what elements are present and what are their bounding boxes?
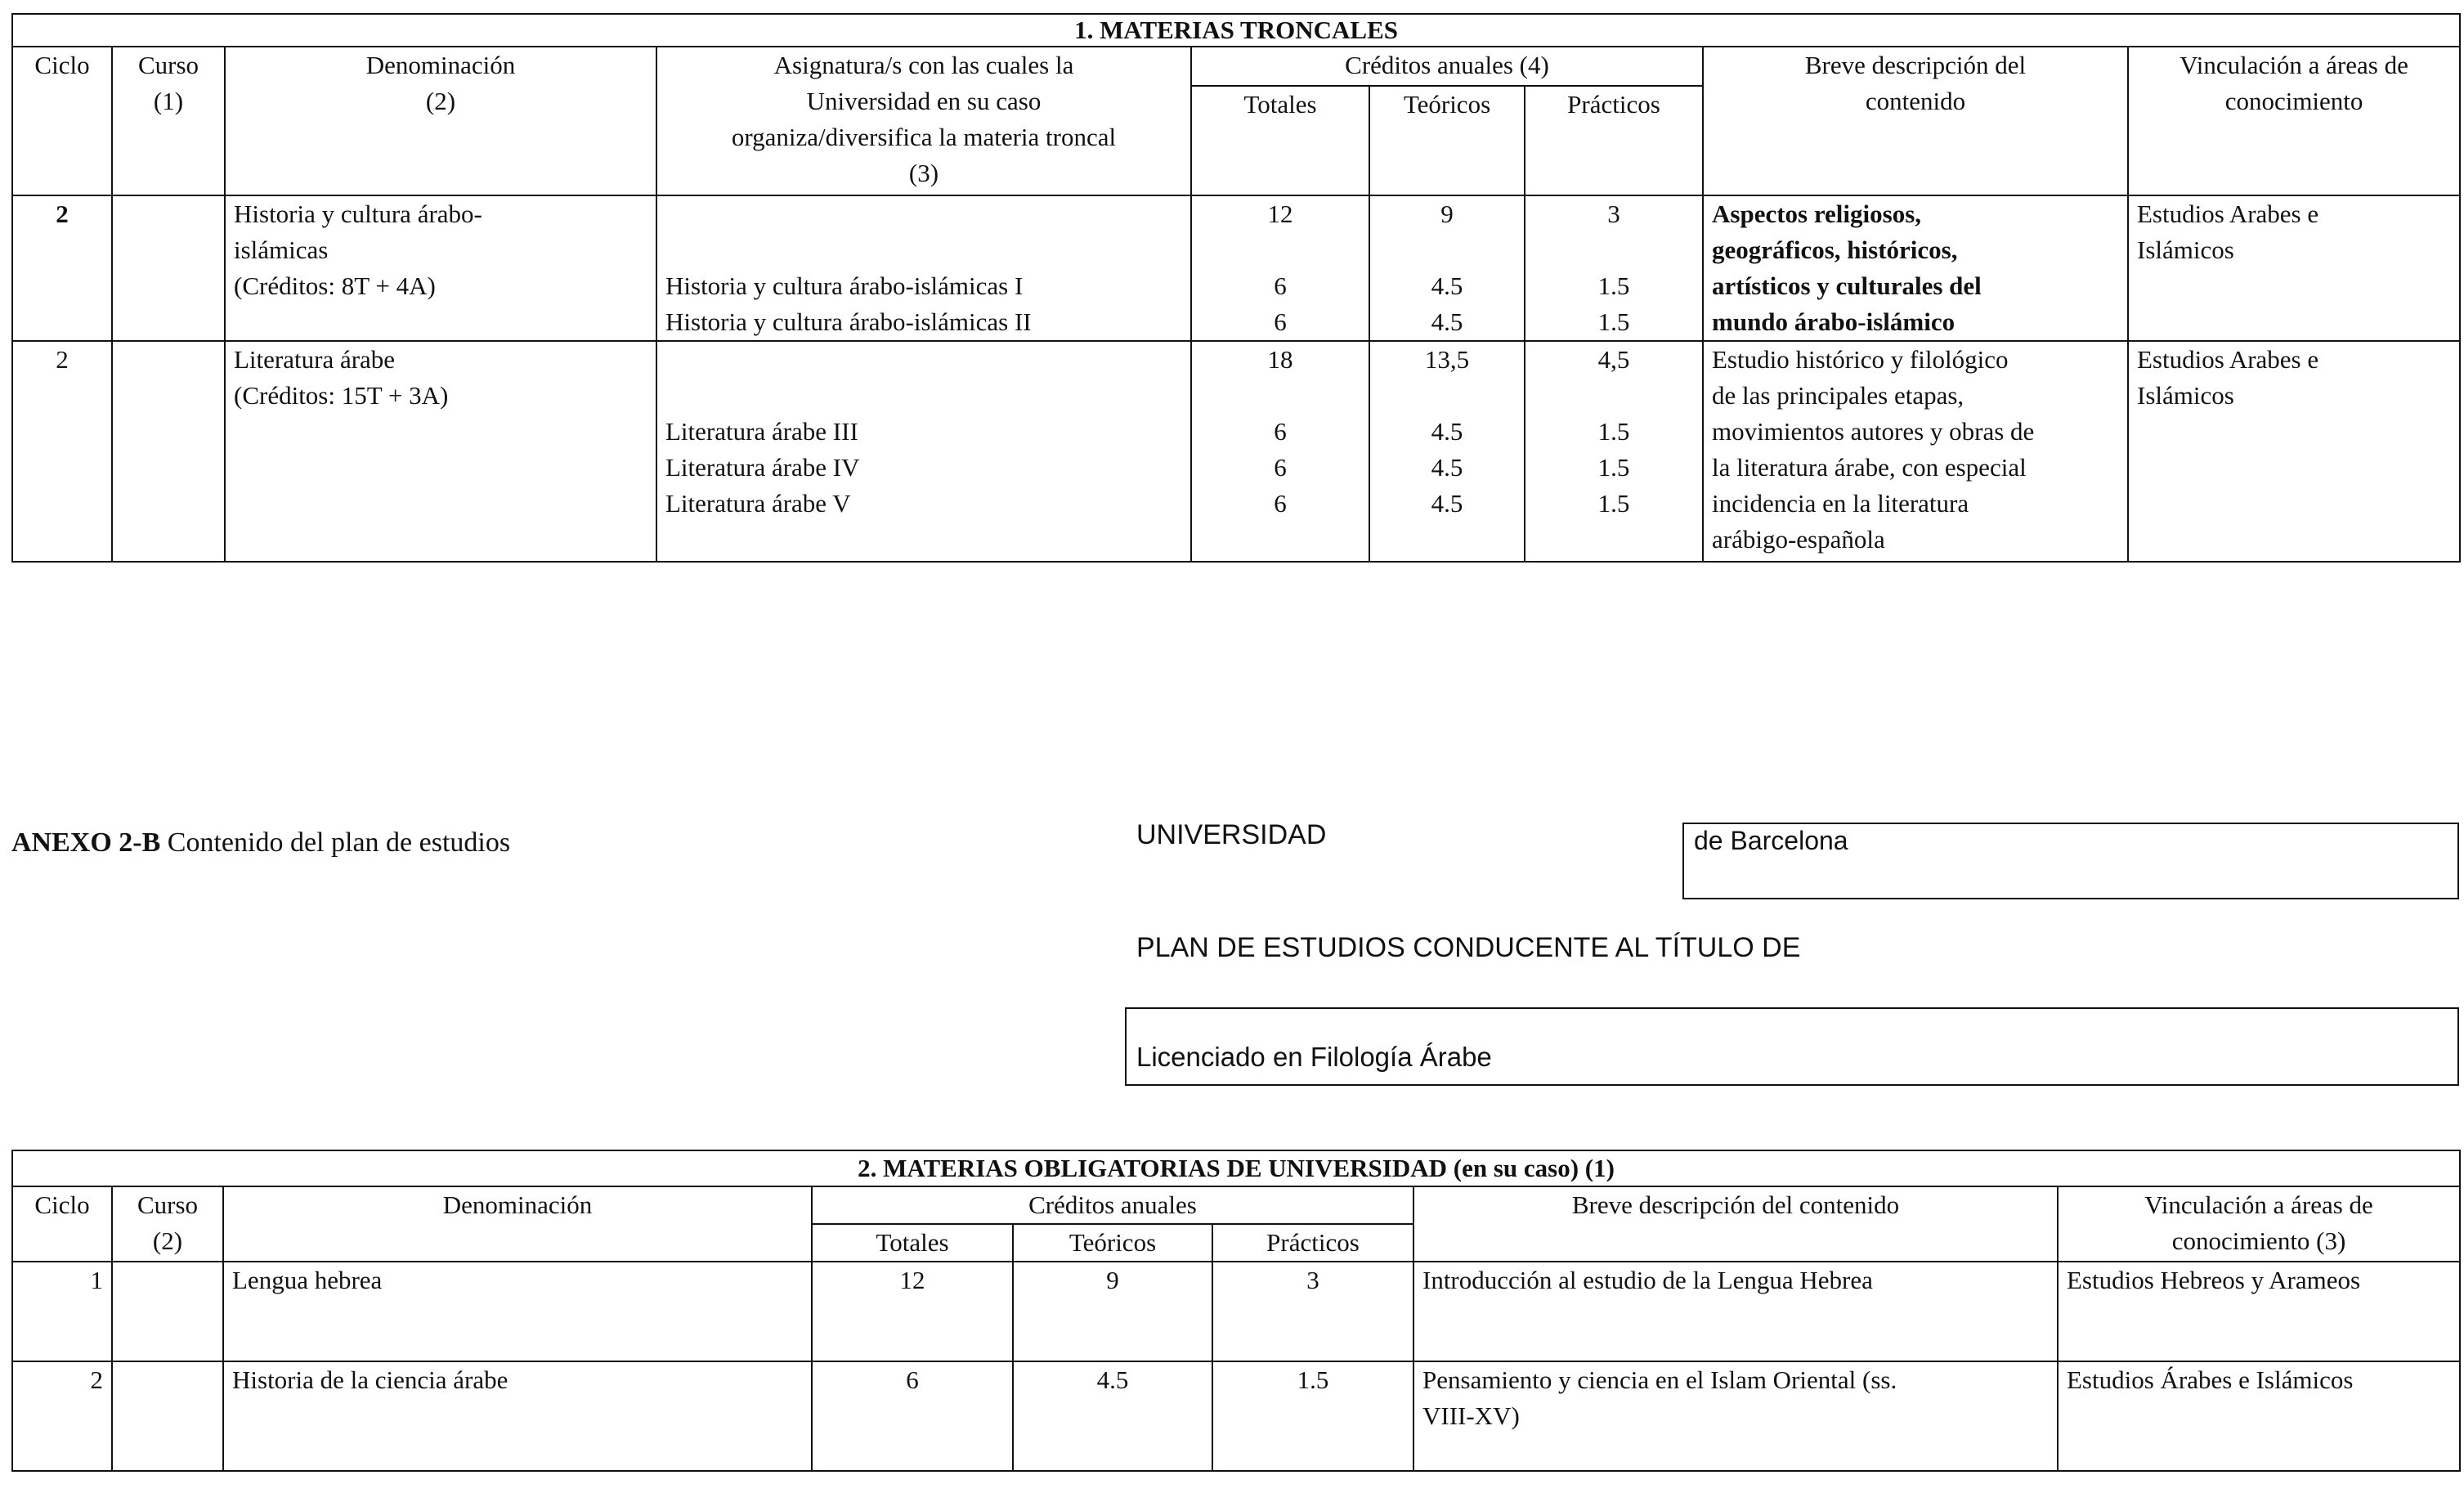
cell-descripcion: Pensamiento y ciencia en el Islam Oriental (ss. VIII-XV)	[1413, 1361, 2058, 1471]
anexo-heading	[11, 827, 510, 859]
cell-curso	[112, 1361, 223, 1471]
header-asignatura: Asignatura/s con las cuales la Universidad en su caso organiza/diversifica la materia troncal (3)	[656, 47, 1191, 195]
cell-curso	[112, 195, 225, 341]
header-ciclo: Ciclo	[12, 47, 112, 195]
titulo-box	[1125, 1007, 2459, 1086]
header-teoricos: Teóricos	[1369, 86, 1525, 195]
cell-ciclo: 2	[12, 1361, 112, 1471]
table-row	[12, 1262, 2460, 1361]
table1-title: 1. MATERIAS TRONCALES	[12, 14, 2460, 47]
cell-teoricos: 4.5	[1013, 1361, 1212, 1471]
table-row	[12, 195, 2460, 341]
plan-label: PLAN DE ESTUDIOS CONDUCENTE AL TÍTULO DE	[1136, 932, 1801, 963]
anexo-label: ANEXO 2-B	[11, 827, 161, 858]
header-teoricos: Teóricos	[1013, 1224, 1212, 1262]
cell-totales: 12	[812, 1262, 1013, 1361]
header-denominacion: Denominación (2)	[225, 47, 656, 195]
cell-descripcion: Aspectos religiosos, geográficos, históricos, artísticos y culturales del mundo árabo-islámico	[1703, 195, 2128, 341]
cell-vinculacion: Estudios Hebreos y Arameos	[2058, 1262, 2460, 1361]
header-creditos: Créditos anuales	[812, 1186, 1413, 1224]
header-totales: Totales	[812, 1224, 1013, 1262]
cell-denominacion: Historia y cultura árabo- islámicas (Créditos: 8T + 4A)	[225, 195, 656, 341]
cell-vinculacion: Estudios Arabes e Islámicos	[2128, 195, 2460, 341]
cell-vinculacion: Estudios Árabes e Islámicos	[2058, 1361, 2460, 1471]
cell-asignaturas: Historia y cultura árabo-islámicas I Historia y cultura árabo-islámicas II	[656, 195, 1191, 341]
header-practicos: Prácticos	[1212, 1224, 1413, 1262]
cell-totales: 18 6 6 6	[1191, 341, 1369, 562]
header-descripcion: Breve descripción del contenido	[1413, 1186, 2058, 1262]
universidad-box	[1682, 823, 2459, 899]
header-denominacion: Denominación	[223, 1186, 812, 1262]
table-row	[12, 341, 2460, 562]
cell-ciclo: 2	[12, 341, 112, 562]
table2-title: 2. MATERIAS OBLIGATORIAS DE UNIVERSIDAD (en su caso) (1)	[12, 1150, 2460, 1186]
table-row	[12, 1361, 2460, 1471]
materias-troncales-table	[11, 13, 2461, 563]
cell-ciclo: 2	[12, 195, 112, 341]
cell-ciclo: 1	[12, 1262, 112, 1361]
header-curso: Curso (1)	[112, 47, 225, 195]
cell-practicos: 4,5 1.5 1.5 1.5	[1525, 341, 1703, 562]
cell-practicos: 3 1.5 1.5	[1525, 195, 1703, 341]
cell-practicos: 1.5	[1212, 1361, 1413, 1471]
header-practicos: Prácticos	[1525, 86, 1703, 195]
header-vinculacion: Vinculación a áreas de conocimiento (3)	[2058, 1186, 2460, 1262]
header-totales: Totales	[1191, 86, 1369, 195]
titulo-value: Licenciado en Filología Árabe	[1136, 1042, 1492, 1072]
cell-denominacion: Historia de la ciencia árabe	[223, 1361, 812, 1471]
cell-curso	[112, 341, 225, 562]
cell-vinculacion: Estudios Arabes e Islámicos	[2128, 341, 2460, 562]
cell-totales: 6	[812, 1361, 1013, 1471]
header-descripcion: Breve descripción del contenido	[1703, 47, 2128, 195]
header-creditos: Créditos anuales (4)	[1191, 47, 1703, 86]
anexo-description: Contenido del plan de estudios	[160, 827, 511, 858]
header-curso: Curso (2)	[112, 1186, 223, 1262]
cell-teoricos: 9 4.5 4.5	[1369, 195, 1525, 341]
cell-denominacion: Lengua hebrea	[223, 1262, 812, 1361]
cell-practicos: 3	[1212, 1262, 1413, 1361]
cell-curso	[112, 1262, 223, 1361]
materias-obligatorias-table	[11, 1150, 2461, 1472]
cell-totales: 12 6 6	[1191, 195, 1369, 341]
header-vinculacion: Vinculación a áreas de conocimiento	[2128, 47, 2460, 195]
universidad-value: de Barcelona	[1694, 826, 1848, 855]
cell-denominacion: Literatura árabe (Créditos: 15T + 3A)	[225, 341, 656, 562]
cell-teoricos: 9	[1013, 1262, 1212, 1361]
cell-asignaturas: Literatura árabe III Literatura árabe IV Literatura árabe V	[656, 341, 1191, 562]
cell-descripcion: Estudio histórico y filológico de las principales etapas, movimientos autores y obras de la literatura árabe, con especial incidencia en la literatura arábigo-española	[1703, 341, 2128, 562]
cell-teoricos: 13,5 4.5 4.5 4.5	[1369, 341, 1525, 562]
cell-descripcion: Introducción al estudio de la Lengua Hebrea	[1413, 1262, 2058, 1361]
header-ciclo: Ciclo	[12, 1186, 112, 1262]
universidad-label: UNIVERSIDAD	[1136, 819, 1327, 850]
